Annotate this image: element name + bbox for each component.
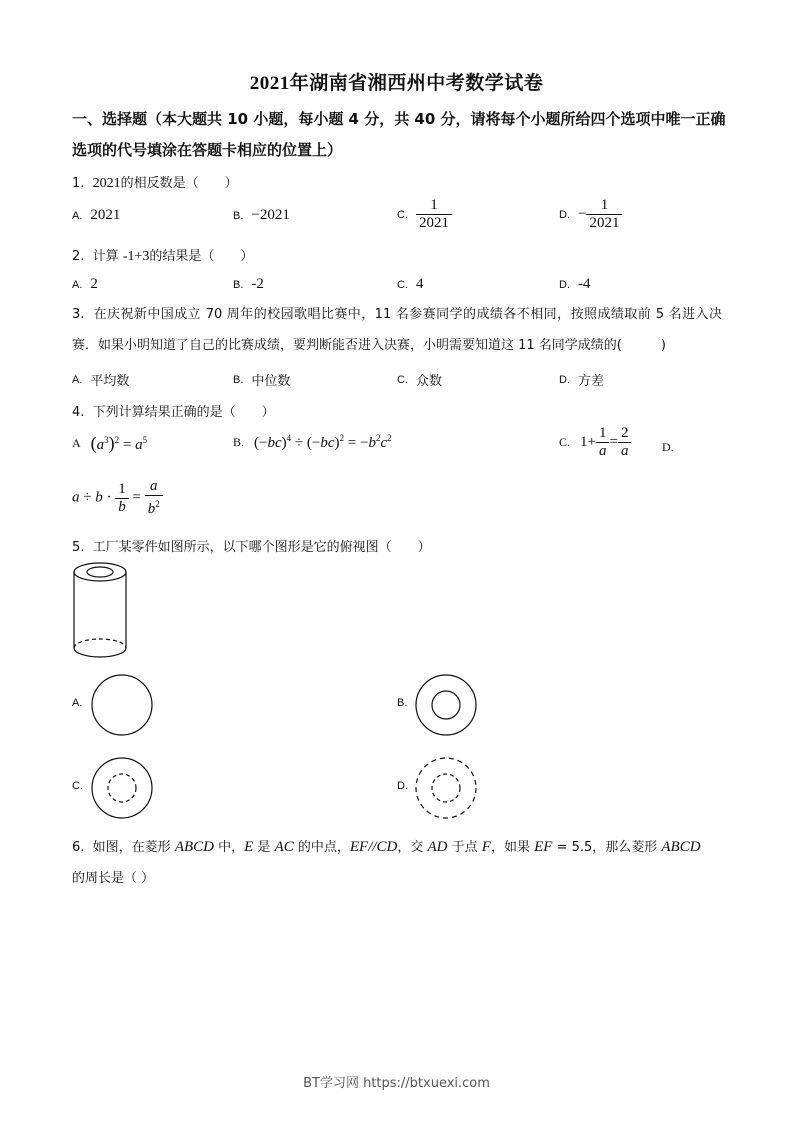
option-expression: $(-bc)^4 \div (-bc)^2 = -b^2c^2$: [254, 433, 392, 451]
option-d-dashed-circles-figure: [414, 756, 478, 820]
question-stem: 的相反数是（ ）: [120, 176, 238, 191]
option-label: A.: [72, 373, 83, 386]
option-value: 4: [416, 276, 424, 292]
stem-text: = 5.5，那么菱形: [552, 840, 662, 855]
page-title: 2021年湖南省湘西州中考数学试卷: [249, 73, 544, 94]
option-label: C.: [72, 780, 83, 792]
option-label: D.: [397, 780, 408, 792]
option-label: C.: [559, 435, 571, 449]
question-number: 2.: [72, 249, 85, 264]
q3-option-d[interactable]: [559, 370, 604, 389]
stem-math: E: [244, 839, 254, 855]
option-value: 2021: [90, 207, 121, 223]
option-label: C.: [397, 278, 408, 291]
stem-math: ABCD: [174, 839, 214, 855]
stem-text: 于点: [447, 840, 482, 855]
option-label: B.: [233, 278, 244, 291]
option-value: 方差: [578, 374, 605, 389]
option-value: -4: [578, 276, 591, 292]
stem-math: EF//CD: [349, 839, 398, 855]
stem-math: ABCD: [661, 839, 701, 855]
option-label: D.: [559, 208, 570, 221]
option-label: C.: [397, 208, 408, 221]
q2-option-a[interactable]: [72, 276, 98, 293]
question-stem-number: 2021: [92, 176, 121, 191]
option-label: B.: [233, 209, 244, 222]
option-value: 中位数: [251, 374, 291, 389]
q5-option-b[interactable]: [397, 697, 415, 709]
question-number: 3.: [72, 307, 85, 322]
fraction: [586, 197, 622, 232]
numerator: 1: [430, 197, 438, 213]
option-value: 众数: [416, 374, 443, 389]
q4-option-a[interactable]: [72, 433, 147, 454]
option-label: C.: [397, 373, 408, 386]
question-1: [72, 172, 238, 192]
question-number: 6.: [72, 840, 85, 855]
q1-option-b[interactable]: [233, 207, 290, 224]
option-a-circle-figure: [90, 673, 154, 737]
stem-text: 是: [253, 840, 275, 855]
stem-text: ，如果: [490, 840, 535, 855]
option-value: -2: [251, 276, 264, 292]
option-label: A.: [72, 209, 83, 222]
q3-option-a[interactable]: [72, 370, 129, 389]
question-3: [72, 299, 722, 361]
question-number: 4.: [72, 405, 85, 420]
question-stem: 下列计算结果正确的是（ ）: [92, 405, 275, 420]
question-number: 1.: [72, 176, 85, 191]
question-number: 5.: [72, 540, 85, 555]
fraction: [416, 197, 452, 232]
option-expression: $(a^3)^2 = a^5$: [90, 433, 148, 453]
stem-math: AD: [427, 839, 448, 855]
denominator: 2021: [586, 214, 622, 232]
question-stem: 的结果是（ ）: [149, 249, 254, 264]
stem-text: ，交: [397, 840, 428, 855]
q5-option-c[interactable]: [72, 780, 91, 792]
option-value: −2021: [251, 207, 290, 223]
question-stem-expr: -1+3: [122, 249, 150, 264]
stem-text: 中，: [213, 840, 245, 855]
option-c-circles-figure: [90, 756, 154, 820]
stem-math: F: [481, 839, 491, 855]
stem-math: AC: [274, 839, 294, 855]
q3-option-b[interactable]: [233, 370, 290, 389]
option-label: D.: [559, 373, 570, 386]
q4-option-d[interactable]: [662, 440, 684, 455]
option-label: A.: [72, 697, 83, 709]
q2-option-c[interactable]: [397, 276, 424, 293]
option-value: 2: [90, 276, 98, 292]
q1-option-a[interactable]: [72, 207, 120, 224]
section-heading: 一、选择题（本大题共 10 小题，每小题 4 分，共 40 分，请将每个小题所给四个选项中唯一正确选项的代号填涂在答题卡相应的位置上）: [72, 110, 726, 159]
option-expression: 1+ $\frac{1}{a}$ = $\frac{2}{a}$: [580, 425, 631, 460]
question-4: [72, 401, 275, 420]
option-label: B.: [397, 697, 408, 709]
question-stem: 工厂某零件如图所示，以下哪个图形是它的俯视图（ ）: [92, 540, 431, 555]
question-6-line-2: 的周长是（ ）: [72, 871, 155, 886]
q1-option-c[interactable]: [397, 197, 452, 232]
hollow-cylinder-figure: [68, 560, 132, 664]
question-stem-prefix: 计算: [92, 249, 119, 264]
option-label: B.: [233, 435, 245, 449]
question-5: [72, 536, 431, 555]
stem-math: EF: [534, 839, 553, 855]
footer-watermark: BT学习网 https://btxuexi.com: [303, 1076, 490, 1091]
q4-option-d-expression: [72, 478, 163, 518]
question-2: [72, 245, 253, 265]
option-value: 平均数: [90, 374, 130, 389]
option-b-concentric-circles-figure: [414, 673, 478, 737]
option-label: A: [72, 436, 81, 450]
q2-option-d[interactable]: [559, 276, 591, 293]
option-label: B.: [233, 373, 244, 386]
q2-option-b[interactable]: [233, 276, 264, 293]
q4-option-b[interactable]: [233, 433, 392, 452]
q4-option-c[interactable]: [559, 425, 631, 460]
denominator: 2021: [416, 214, 452, 232]
q5-option-a[interactable]: [72, 697, 90, 709]
question-stem: 在庆祝新中国成立 70 周年的校园歌唱比赛中，11 名参赛同学的成绩各不相同，按照成绩取前 5 名进入决赛．如果小明知道了自己的比赛成绩，要判断能否进入决赛，小明需要知道这 11 名同学成绩的( ): [72, 307, 722, 353]
option-label: D.: [662, 440, 674, 454]
option-expression: a ÷ b · $\frac{1}{b}$ = $\frac{a}{b^2}$: [72, 478, 163, 518]
q1-option-d[interactable]: [559, 197, 622, 232]
option-label: A.: [72, 278, 83, 291]
numerator: 1: [600, 197, 609, 213]
q3-option-c[interactable]: [397, 370, 442, 389]
option-label: D.: [559, 278, 570, 291]
minus-sign: −: [578, 206, 587, 222]
question-6: [72, 836, 701, 856]
stem-text: 如图，在菱形: [92, 840, 175, 855]
stem-text: 的中点，: [293, 840, 350, 855]
